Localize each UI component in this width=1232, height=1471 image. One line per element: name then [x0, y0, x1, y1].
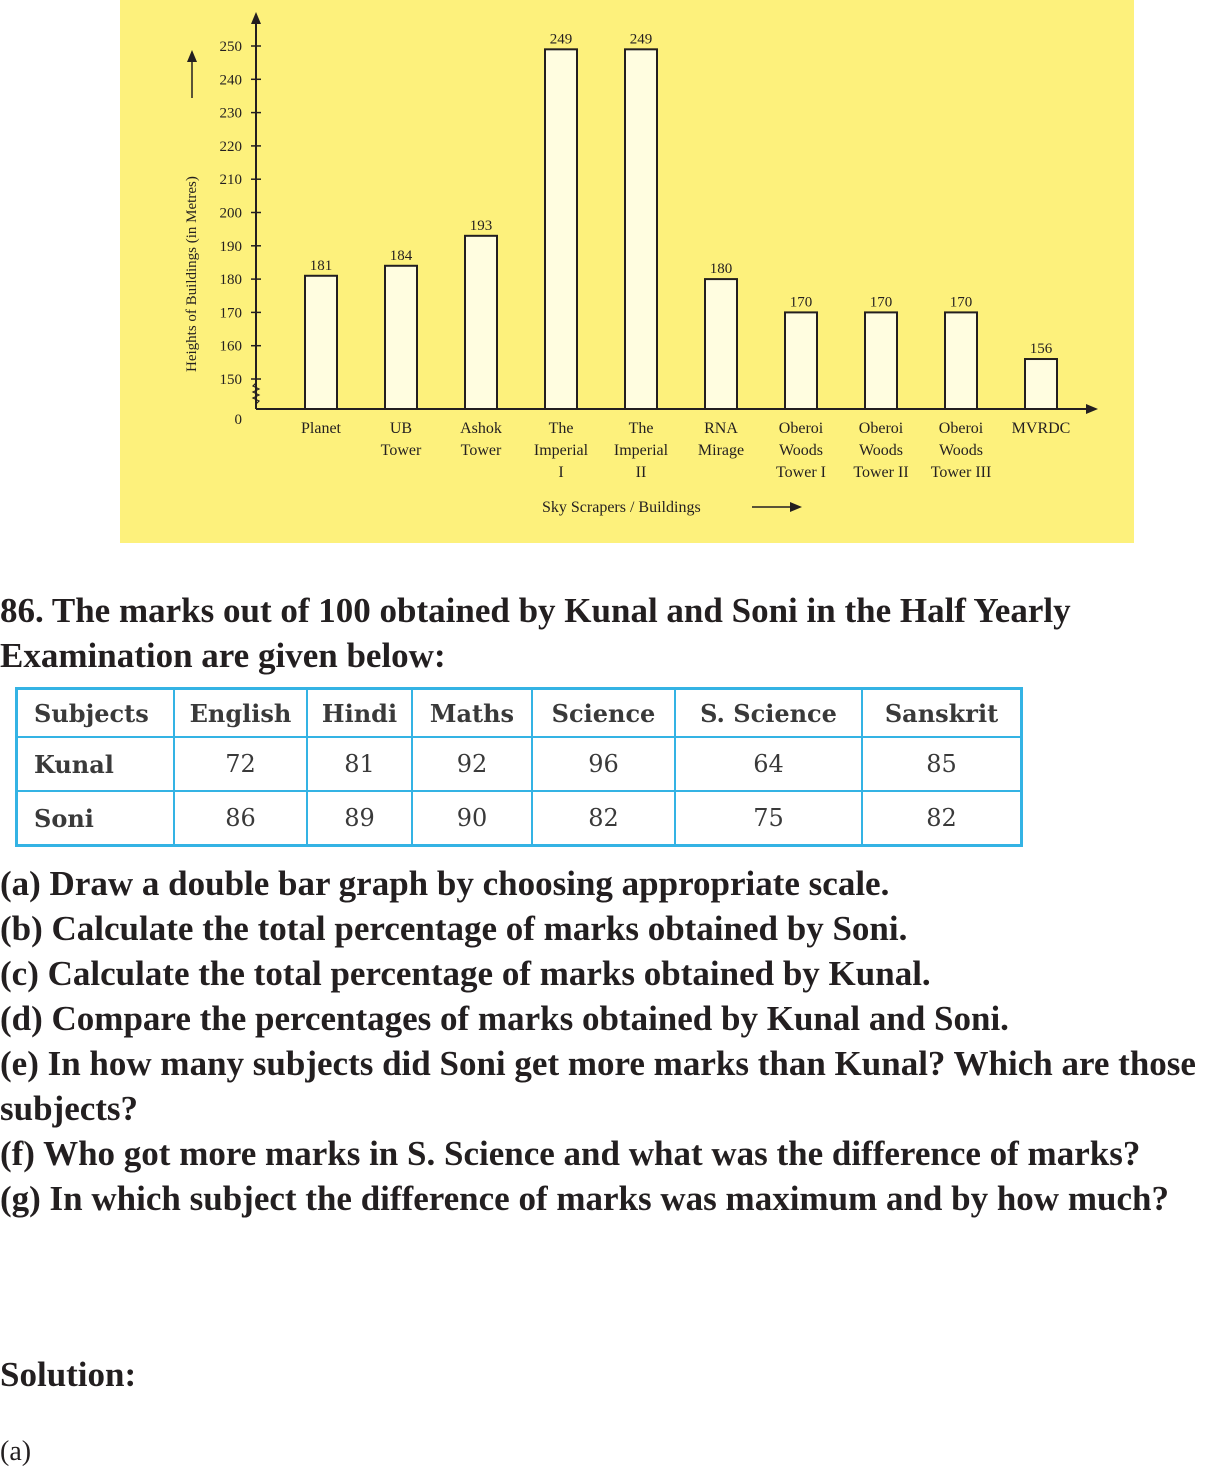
category-label: Tower [460, 442, 502, 459]
y-tick-label: 220 [219, 138, 242, 155]
y-axis-label: Heights of Buildings (in Metres) [184, 176, 200, 372]
category-label: Woods [858, 442, 904, 459]
bar-value-label: 193 [469, 217, 493, 234]
bar [465, 236, 497, 409]
category-label: Oberoi [938, 420, 984, 437]
category-label: Woods [938, 442, 984, 459]
origin-label: 0 [234, 412, 242, 428]
header-s-science: S. Science [675, 689, 862, 738]
y-tick-label: 150 [219, 372, 242, 388]
bar-value-label: 170 [789, 294, 813, 311]
solution-heading: Solution: [0, 1355, 137, 1394]
category-label: Oberoi [858, 420, 904, 437]
bar-value-label: 180 [709, 261, 733, 278]
bar [305, 276, 337, 409]
cell-s-science: 64 [675, 737, 862, 791]
y-label-arrow-icon [187, 50, 197, 62]
table-header-row [17, 689, 1022, 738]
bar [1025, 359, 1057, 409]
bar-value-label: 184 [389, 247, 413, 264]
y-tick-label: 200 [219, 205, 242, 222]
cell-maths: 92 [412, 737, 532, 791]
cell-sanskrit: 85 [862, 737, 1022, 791]
x-label-arrow-icon [790, 502, 802, 512]
part-b: (b) Calculate the total percentage of marks obtained by Soni. [0, 909, 908, 948]
bar-value-label: 181 [309, 257, 333, 274]
bar-value-label: 249 [549, 31, 573, 48]
cell-hindi: 89 [307, 791, 412, 846]
category-label: Mirage [697, 442, 745, 459]
bar [385, 266, 417, 409]
part-c: (c) Calculate the total percentage of marks obtained by Kunal. [0, 954, 931, 993]
part-d: (d) Compare the percentages of marks obtained by Kunal and Soni. [0, 999, 1009, 1038]
header-hindi: Hindi [307, 689, 412, 738]
x-axis-arrow-icon [1086, 404, 1098, 414]
bar-value-label: 249 [629, 31, 653, 48]
category-label: Tower II [853, 464, 909, 481]
y-tick-label: 230 [219, 105, 242, 122]
bar-value-label: 170 [949, 294, 973, 311]
bar [705, 279, 737, 409]
category-label: Imperial [613, 442, 669, 459]
row-name: Kunal [17, 737, 175, 791]
bar [625, 49, 657, 409]
category-label: Tower III [930, 464, 992, 481]
header-science: Science [532, 689, 675, 738]
bar [785, 312, 817, 409]
category-label: Woods [778, 442, 824, 459]
category-label: UB [389, 420, 413, 437]
header-sanskrit: Sanskrit [862, 689, 1022, 738]
y-axis-arrow-icon [251, 12, 261, 24]
category-label: The [628, 420, 654, 437]
cell-science: 96 [532, 737, 675, 791]
table-row-kunal [17, 737, 1022, 791]
header-english: English [174, 689, 307, 738]
cell-maths: 90 [412, 791, 532, 846]
category-label: RNA [704, 420, 738, 437]
row-name: Soni [17, 791, 175, 846]
bar-chart-svg [120, 0, 1134, 543]
y-tick-label: 190 [219, 238, 242, 255]
part-f: (f) Who got more marks in S. Science and what was the difference of marks? [0, 1134, 1141, 1173]
category-label: Ashok [460, 420, 502, 437]
category-label: Imperial [533, 442, 589, 459]
marks-table [15, 687, 1023, 847]
y-tick-label: 160 [219, 338, 242, 355]
category-label: Tower I [776, 464, 826, 481]
category-label: MVRDC [1011, 420, 1071, 437]
bar [865, 312, 897, 409]
bar-value-label: 156 [1029, 341, 1053, 358]
part-a: (a) Draw a double bar graph by choosing appropriate scale. [0, 864, 890, 903]
cell-english: 86 [174, 791, 307, 846]
building-heights-chart [120, 0, 1134, 543]
bar [545, 49, 577, 409]
header-maths: Maths [412, 689, 532, 738]
y-tick-label: 210 [219, 172, 242, 189]
table-row-soni [17, 791, 1022, 846]
y-tick-label: 240 [219, 72, 242, 89]
bar [945, 312, 977, 409]
cell-sanskrit: 82 [862, 791, 1022, 846]
category-label: I [558, 464, 564, 481]
y-tick-label: 250 [219, 39, 242, 55]
part-e: (e) In how many subjects did Soni get more marks than Kunal? Which are those subjects? [0, 1044, 1196, 1128]
category-label: Planet [301, 420, 341, 437]
y-tick-label: 180 [219, 272, 242, 289]
question-86: 86. The marks out of 100 obtained by Kunal and Soni in the Half Yearly Examination are given below: [0, 591, 1071, 675]
question-parts [0, 861, 1232, 1221]
category-label: The [548, 420, 574, 437]
category-label: Tower [380, 442, 422, 459]
cell-english: 72 [174, 737, 307, 791]
category-label: II [635, 464, 647, 481]
bar-value-label: 170 [869, 294, 893, 311]
header-subjects: Subjects [17, 689, 175, 738]
y-tick-label: 170 [219, 305, 242, 322]
cell-s-science: 75 [675, 791, 862, 846]
part-g: (g) In which subject the difference of marks was maximum and by how much? [0, 1179, 1169, 1218]
x-axis-label: Sky Scrapers / Buildings [542, 499, 701, 516]
solution-part-a: (a) [0, 1436, 32, 1467]
category-label: Oberoi [778, 420, 824, 437]
cell-science: 82 [532, 791, 675, 846]
cell-hindi: 81 [307, 737, 412, 791]
